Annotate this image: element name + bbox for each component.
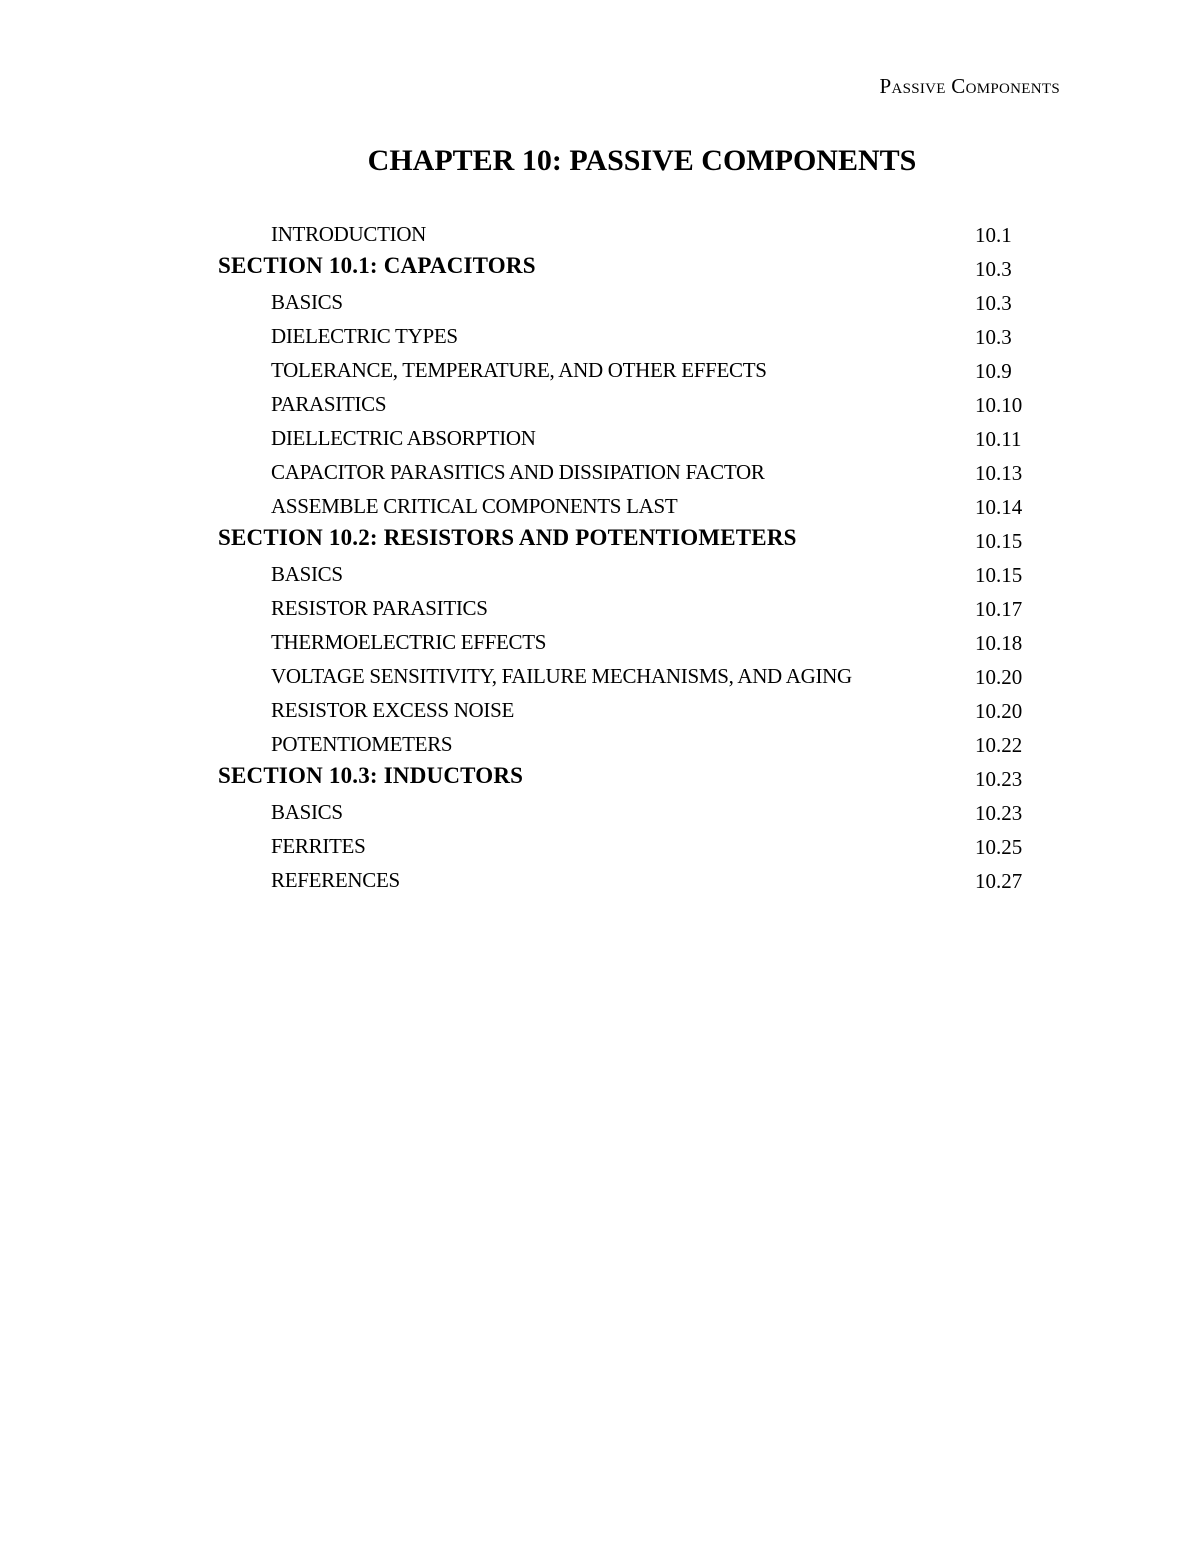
toc-entry-page: 10.3 (975, 291, 1012, 315)
toc-section-title: SECTION 10.3: INDUCTORS (218, 763, 524, 788)
toc-entry (218, 660, 1058, 694)
toc-entry-title: FERRITES (271, 834, 366, 858)
toc-entry-page: 10.9 (975, 359, 1012, 383)
toc-entry-page: 10.27 (975, 869, 1023, 893)
toc-entry-page: 10.15 (975, 563, 1023, 587)
toc-entry-page: 10.23 (975, 767, 1023, 791)
toc-entry (218, 490, 1058, 524)
toc-entry-page: 10.17 (975, 597, 1023, 621)
toc-entry-page: 10.3 (975, 257, 1012, 281)
toc-entry-title: DIELLECTRIC ABSORPTION (271, 426, 536, 450)
toc-section-heading (218, 524, 1058, 558)
toc-entry-page: 10.1 (975, 223, 1012, 247)
toc-entry-title: RESISTOR PARASITICS (271, 596, 488, 620)
toc-entry-title: TOLERANCE, TEMPERATURE, AND OTHER EFFECTS (271, 358, 767, 382)
toc-entry-page: 10.18 (975, 631, 1023, 655)
toc-entry-page: 10.20 (975, 699, 1023, 723)
toc-entry (218, 626, 1058, 660)
toc-section-title: SECTION 10.2: RESISTORS AND POTENTIOMETERS (218, 525, 797, 550)
toc-entry-page: 10.20 (975, 665, 1023, 689)
toc-entry-page: 10.15 (975, 529, 1023, 553)
toc-entry (218, 218, 1058, 252)
toc-entry (218, 728, 1058, 762)
toc-entry-title: DIELECTRIC TYPES (271, 324, 458, 348)
toc-entry-page: 10.11 (975, 427, 1022, 451)
toc-entry-title: INTRODUCTION (271, 222, 427, 246)
toc-entry-title: THERMOELECTRIC EFFECTS (271, 630, 547, 654)
toc-entry-title: VOLTAGE SENSITIVITY, FAILURE MECHANISMS, AND AGING (271, 664, 852, 688)
toc-entry (218, 796, 1058, 830)
toc-entry-title: REFERENCES (271, 868, 400, 892)
toc-entry (218, 286, 1058, 320)
table-of-contents (218, 218, 1058, 898)
toc-entry-title: ASSEMBLE CRITICAL COMPONENTS LAST (271, 494, 678, 518)
toc-entry (218, 456, 1058, 490)
toc-entry-title: BASICS (271, 290, 343, 314)
toc-entry (218, 592, 1058, 626)
toc-entry (218, 422, 1058, 456)
toc-entry-page: 10.23 (975, 801, 1023, 825)
toc-entry (218, 830, 1058, 864)
toc-entry-title: POTENTIOMETERS (271, 732, 453, 756)
chapter-title: CHAPTER 10: PASSIVE COMPONENTS (367, 144, 917, 177)
running-header: Passive Components (879, 74, 1060, 98)
toc-entry-page: 10.13 (975, 461, 1023, 485)
toc-entry (218, 388, 1058, 422)
toc-entry-page: 10.25 (975, 835, 1023, 859)
toc-entry-title: CAPACITOR PARASITICS AND DISSIPATION FACTOR (271, 460, 765, 484)
toc-entry-page: 10.14 (975, 495, 1023, 519)
toc-entry-title: RESISTOR EXCESS NOISE (271, 698, 515, 722)
toc-section-heading (218, 252, 1058, 286)
toc-entry-page: 10.22 (975, 733, 1023, 757)
toc-section-heading (218, 762, 1058, 796)
toc-entry-page: 10.3 (975, 325, 1012, 349)
toc-entry-page: 10.10 (975, 393, 1023, 417)
toc-section-title: SECTION 10.1: CAPACITORS (218, 253, 536, 278)
toc-entry (218, 864, 1058, 898)
toc-entry (218, 354, 1058, 388)
toc-entry-title: BASICS (271, 562, 343, 586)
toc-entry-title: BASICS (271, 800, 343, 824)
toc-entry-title: PARASITICS (271, 392, 387, 416)
toc-entry (218, 320, 1058, 354)
toc-entry (218, 558, 1058, 592)
toc-entry (218, 694, 1058, 728)
